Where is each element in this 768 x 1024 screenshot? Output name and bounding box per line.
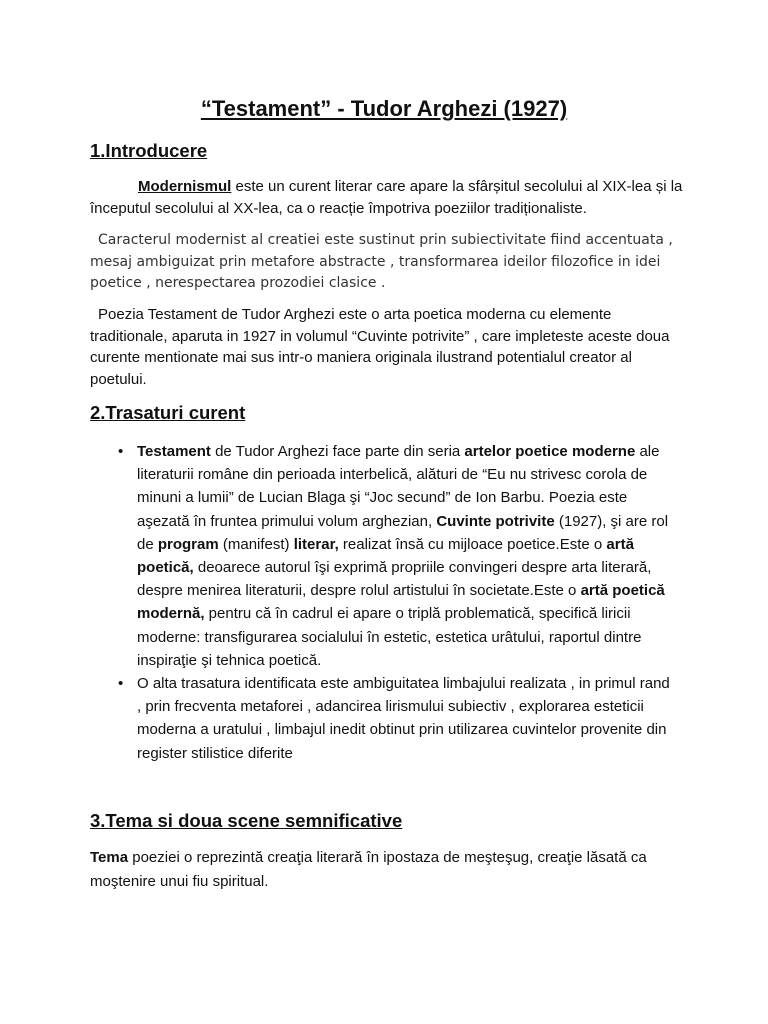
list-text: (manifest) [218,535,294,553]
bold-term: artă poetică modernă, [137,582,665,623]
tema-paragraph-text: poeziei o reprezintă creaţia literară în ipostaza de meşteşug, creaţie lăsată ca moştenire unui fiu spiritual. [90,849,647,890]
modernismul-term: Modernismul [138,178,232,195]
bold-term: program [157,535,219,553]
intro-paragraph-1 [90,176,690,219]
bold-term: artă poetică, [137,535,634,577]
bullet-icon: • [118,675,124,693]
list-text: realizat însă cu mijloace poetice.Este o [338,535,607,553]
section-heading-tema: 3.Tema si doua scene semnificative [90,810,403,831]
section-heading-introducere: 1.Introducere [90,140,208,161]
tema-paragraph [90,846,690,893]
bold-term: artelor poetice moderne [464,443,636,460]
intro-paragraph-2: Caracterul modernist al creatiei este sustinut prin subiectivitate fiind accentuata , mesaj ambiguizat prin metafore abstracte , transformarea ideilor filozofice in idei poetice , nerespectarea prozodiei clasice . [90,232,673,291]
intro-paragraph-1-text: este un curent literar care apare la sfârșitul secolului al XIX-lea și la începutul secolului al XX-lea, ca o reacție împotriva poeziilor tradiționaliste. [90,178,683,217]
list-text: pentru că în cadrul ei apare o triplă problematică, specifică liricii moderne: transfigurarea socialului în estetic, estetica urâtului, raportul dintre inspiraţie şi tehnica poetică. [137,605,642,669]
tema-term: Tema [90,849,129,866]
list-text: O alta trasatura identificata este ambiguitatea limbajului realizata , in primul rand , prin frecventa metaforei , adancirea lirismului subiectiv , explorarea esteticii moderna a uratului , limbajul inedit obtinut prin utilizarea cuvintelor provenite din register stilistice diferite [137,675,670,762]
bold-term: Cuvinte potrivite [436,512,555,530]
bold-term: literar, [293,535,339,553]
list-text: de Tudor Arghezi face parte din seria [210,443,465,460]
trasaturi-list [118,440,678,765]
bold-term: Testament [137,443,211,460]
list-item [118,440,678,672]
document-title: “Testament” - Tudor Arghezi (1927) [200,96,568,121]
list-item [118,672,678,765]
section-heading-trasaturi: 2.Trasaturi curent [90,402,246,423]
list-text: (1927), şi are rol de [137,512,669,553]
bullet-icon: • [118,443,124,460]
list-text: ale literaturii române din perioada interbelică, alături de “Eu nu strivesc corola de minuni a lumii” de Lucian Blaga şi “Joc secund” de Ion Barbu. Poezia este aşezată în fruntea primului volum arghezian, [137,443,660,530]
list-text: deoarece autorul îşi exprimă propriile convingeri despre arta literară, despre menirea literaturii, despre rolul artistului în societate.Este o [137,559,652,600]
intro-paragraph-3: Poezia Testament de Tudor Arghezi este o arta poetica moderna cu elemente traditionale, aparuta in 1927 in volumul “Cuvinte potrivite” , care impleteste aceste doua curente mentionate mai sus intr-o maniera originala ilustrand potentialul creator al poetului. [90,306,670,388]
